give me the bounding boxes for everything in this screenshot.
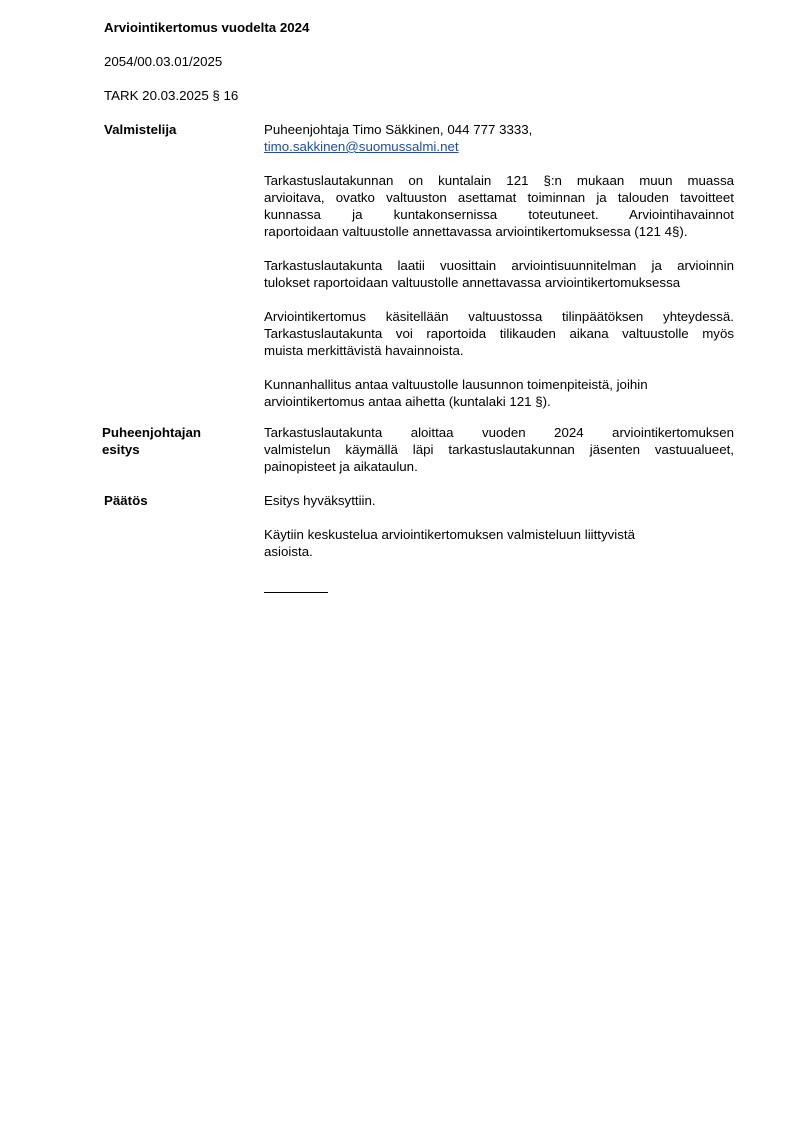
paragraph-line: Arviointikertomus käsitellään valtuustossa tilinpäätöksen yhteydessä.	[264, 309, 734, 324]
document-title: Arviointikertomus vuodelta 2024	[104, 20, 310, 35]
paragraph-line: kunnassa ja kuntakonsernissa toteutuneet. Arviointihavainnot	[264, 207, 734, 222]
paatos-line: Esitys hyväksyttiin.	[264, 493, 376, 508]
esitys-label-line: Puheenjohtajan	[102, 425, 201, 440]
esitys-label	[102, 424, 201, 458]
paragraph-line: Kunnanhallitus antaa valtuustolle lausunnon toimenpiteistä, joihin	[264, 377, 648, 392]
paatos-body	[264, 492, 734, 560]
paragraph-line: Tarkastuslautakunnan on kuntalain 121 §:n mukaan muun muassa	[264, 173, 734, 188]
paragraph-line: arviointikertomus antaa aihetta (kuntalaki 121 §).	[264, 394, 551, 409]
esitys-line: valmistelun käymällä läpi tarkastuslautakunnan jäsenten vastuualueet,	[264, 442, 734, 457]
paragraph-line: Tarkastuslautakunta voi raportoida tilikauden aikana valtuustolle myös	[264, 326, 734, 341]
paragraph-line: tulokset raportoidaan valtuustolle annettavassa arviointikertomuksessa	[264, 275, 681, 290]
signature-rule	[264, 592, 328, 593]
paatos-line: Käytiin keskustelua arviointikertomuksen valmisteluun liittyvistä	[264, 527, 635, 542]
paatos-line: asioista.	[264, 544, 313, 559]
esitys-line: painopisteet ja aikataulun.	[264, 459, 418, 474]
esitys-body	[264, 424, 734, 475]
esitys-line: Tarkastuslautakunta aloittaa vuoden 2024 arviointikertomuksen	[264, 425, 734, 440]
valmistelija-body	[264, 121, 734, 410]
esitys-label-line: esitys	[102, 442, 140, 457]
paragraph-line: arvioitava, ovatko valtuuston asettamat toiminnan ja talouden tavoitteet	[264, 190, 734, 205]
paragraph-line: raportoidaan valtuustolle annettavassa arviointikertomuksessa (121 4§).	[264, 224, 688, 239]
paragraph-line: Tarkastuslautakunta laatii vuosittain arviointisuunnitelman ja arvioinnin	[264, 258, 734, 273]
valmistelija-label: Valmistelija	[104, 122, 177, 137]
paatos-label: Päätös	[104, 493, 148, 508]
paragraph-line: muista merkittävistä havainnoista.	[264, 343, 464, 358]
document-number: 2054/00.03.01/2025	[104, 54, 223, 69]
email-link[interactable]: timo.sakkinen@suomussalmi.net	[264, 139, 459, 154]
meeting-reference: TARK 20.03.2025 § 16	[104, 88, 239, 103]
contact-line: Puheenjohtaja Timo Säkkinen, 044 777 3333,	[264, 122, 533, 137]
